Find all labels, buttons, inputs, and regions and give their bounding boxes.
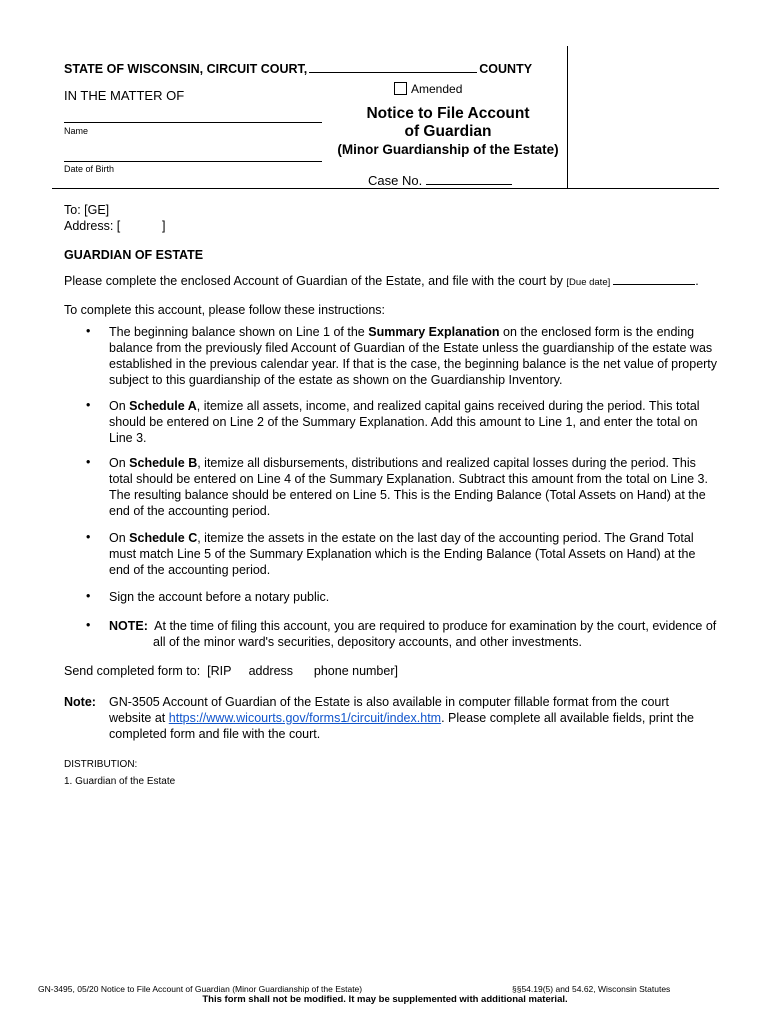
note-label: NOTE: bbox=[109, 619, 148, 633]
bullet-marker: • bbox=[86, 324, 91, 338]
due-date-label: [Due date] bbox=[566, 277, 611, 288]
bullet-bold: Summary Explanation bbox=[368, 325, 500, 339]
footer-notice: This form shall not be modified. It may be supplemented with additional material. bbox=[202, 994, 568, 1005]
recipient-to: To: [GE] bbox=[64, 203, 110, 217]
bullet-bold: Schedule C bbox=[129, 531, 198, 545]
bullet-marker: • bbox=[86, 618, 91, 632]
form-title-line1: Notice to File Account bbox=[366, 105, 530, 122]
instructions-intro: To complete this account, please follow these instructions: bbox=[64, 303, 386, 317]
footer-form-id: GN-3495, 05/20 Notice to File Account of Guardian (Minor Guardianship of the Estate) bbox=[38, 984, 363, 994]
bullet-bold: Schedule B bbox=[129, 456, 198, 470]
name-field[interactable] bbox=[64, 122, 322, 123]
fillable-note bbox=[64, 694, 714, 742]
dob-field[interactable] bbox=[64, 161, 322, 162]
case-number bbox=[368, 173, 512, 188]
court-prefix: STATE OF WISCONSIN, CIRCUIT COURT, bbox=[64, 62, 308, 76]
bullet-text: On bbox=[109, 456, 130, 470]
intro-paragraph bbox=[64, 273, 699, 291]
matter-label: IN THE MATTER OF bbox=[64, 88, 185, 103]
note2-text: GN-3505 Account of Guardian of the Estate is also available in computer fillable format from the court website at bbox=[109, 695, 670, 725]
bullet-text: On bbox=[109, 399, 130, 413]
note2-text: . Please complete all available fields, print the completed form and file with the court. bbox=[109, 711, 694, 741]
bullet-marker: • bbox=[86, 398, 91, 412]
note2-label: Note: bbox=[64, 695, 96, 709]
bullet-marker: • bbox=[86, 589, 91, 603]
amended-option bbox=[394, 82, 462, 96]
bullet-text: , itemize all disbursements, distributions and realized capital losses during the period. This total should be entered on Line 4 of the Summary Explanation. Subtract this amount from the total on Line 3. The resulting balance should be entered on Line 5. This is the Ending Balance (Total Assets on Hand) at the end of the accounting period. bbox=[109, 456, 708, 518]
county-field[interactable] bbox=[309, 61, 477, 73]
instruction-bullet-4 bbox=[109, 530, 719, 578]
due-date-field[interactable] bbox=[613, 273, 695, 285]
header-horizontal-divider bbox=[52, 188, 719, 189]
header-vertical-divider bbox=[567, 46, 568, 189]
form-title-line2: of Guardian bbox=[404, 123, 492, 140]
instruction-bullet-1 bbox=[109, 324, 719, 388]
instruction-bullet-5 bbox=[109, 589, 719, 605]
bullet-text: On bbox=[109, 531, 130, 545]
bullet-text: , itemize the assets in the estate on the last day of the accounting period. The Grand Total must match Line 5 of the Summary Explanation which is the Ending Balance (Total Assets on Hand) at the end of the accounting period. bbox=[109, 531, 696, 577]
case-no-field[interactable] bbox=[426, 173, 512, 185]
amended-checkbox[interactable] bbox=[394, 82, 407, 95]
bullet-text: The beginning balance shown on Line 1 of the bbox=[109, 325, 369, 339]
bullet-text: , itemize all assets, income, and realized capital gains received during the period. This total should be entered on Line 2 of the Summary Explanation. Add this amount to Line 1, and enter the total on Line 3. bbox=[109, 399, 700, 445]
instruction-bullet-2 bbox=[109, 398, 719, 446]
instruction-bullet-3 bbox=[109, 455, 719, 519]
intro-end: . bbox=[695, 274, 699, 288]
distribution bbox=[64, 756, 175, 790]
amended-label: Amended bbox=[411, 82, 463, 96]
court-suffix: COUNTY bbox=[479, 62, 533, 76]
instruction-note bbox=[109, 618, 719, 650]
court-heading bbox=[64, 61, 532, 76]
case-no-label: Case No. bbox=[368, 173, 423, 188]
form-subtitle: (Minor Guardianship of the Estate) bbox=[337, 142, 559, 157]
bullet-text: Sign the account before a notary public. bbox=[109, 590, 330, 604]
bullet-bold: Schedule A bbox=[129, 399, 197, 413]
forms-link[interactable]: https://www.wicourts.gov/forms1/circuit/index.htm bbox=[168, 711, 442, 725]
footer-statutes: §§54.19(5) and 54.62, Wisconsin Statutes bbox=[512, 984, 671, 994]
distribution-heading: DISTRIBUTION: bbox=[64, 759, 138, 770]
name-label: Name bbox=[64, 126, 89, 136]
bullet-marker: • bbox=[86, 530, 91, 544]
send-to: Send completed form to: [RIP address phone number] bbox=[64, 664, 398, 678]
distribution-item: 1. Guardian of the Estate bbox=[64, 776, 176, 787]
section-heading: GUARDIAN OF ESTATE bbox=[64, 248, 204, 262]
intro-text: Please complete the enclosed Account of Guardian of the Estate, and file with the court by bbox=[64, 274, 563, 288]
bullet-marker: • bbox=[86, 455, 91, 469]
recipient-address: Address: [ ] bbox=[64, 219, 166, 233]
bullet-text: on the enclosed form is the ending balance from the previously filed Account of Guardian of the Estate unless the guardianship of the estate was established in the previous calendar year. If that is the case, the beginning balance is the net value of property subject to this guardianship of the estate as shown on the Guardianship Inventory. bbox=[109, 325, 718, 387]
note-text: At the time of filing this account, you are required to produce for examination by the court, evidence of all of the minor ward's securities, depository accounts, and other investments. bbox=[153, 619, 717, 649]
dob-label: Date of Birth bbox=[64, 164, 115, 174]
